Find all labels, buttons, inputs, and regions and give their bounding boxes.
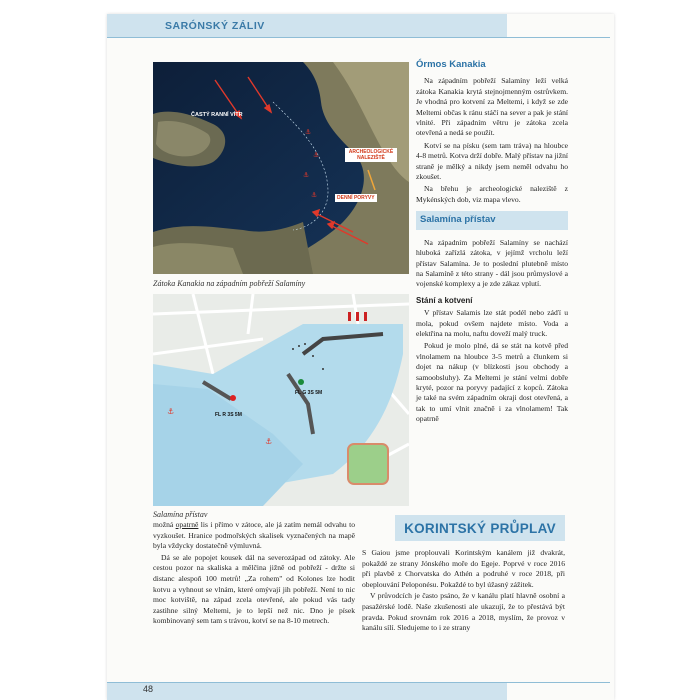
korint-paragraph: V průvodcích je často psáno, že v kanálu platí hlavně osobní a pasažérské lodě. Naše zkušenosti ale ukazují, že to přestává být pravda. Pokud srovnám rok 2016 a 2018, myslím, že provoz v kanálu sílí. Sledujeme to i ze strany bbox=[362, 591, 565, 633]
bottom-left-column bbox=[153, 520, 355, 628]
svg-text:⚓: ⚓ bbox=[313, 151, 320, 159]
svg-text:⚓: ⚓ bbox=[311, 191, 318, 199]
korint-title-box bbox=[395, 515, 565, 541]
salamina-paragraph: V přístav Salamis lze stát podél nebo záďí u mola, pokud ovšem najdete místo. Voda a elektřina na molu, naftu doveží malý truck. bbox=[416, 308, 568, 338]
korint-column bbox=[362, 548, 565, 635]
svg-text:⚓: ⚓ bbox=[265, 437, 273, 446]
wind-label: ČASTÝ RANNÍ VÍTR bbox=[191, 112, 243, 118]
salamina-intro: Na západním pobřeží Salamíny se nachází hluboká zařízlá zátoka, v jejímž vrcholu leží přístav Salamína. Je to poslední plutebně místo na Salamíně z této strany - dál jsou průmyslové a vojenské komplexy a je zde zákaz vplutí. bbox=[416, 237, 568, 289]
red-light-label: FL R 3S 5M bbox=[215, 412, 242, 418]
salamina-title: Salamína přístav bbox=[416, 211, 568, 229]
anchorage-paragraph: Dá se ale popojet kousek dál na severozápad od zátoky. Ale cestou pozor na skaliska a mělčina jižně od pobřeží - držte si distanc alespoň 100 metrů! „Za rohem" od Kolones lze hodit kotvu a vyhnout se vlnám, které omývají jih pobřeží. Není to nic moc kotviště, na západ zcela otevřené, ale pokud vás tady zastihne silný Meltemi, je to lepší než nic. Dno je písek kombinovaný sem tam s trávou, kotví se na 8-10 metrech. bbox=[153, 552, 355, 626]
kanakia-title: Órmos Kanakia bbox=[416, 59, 486, 70]
gusts-label: DENNÍ PORYVY bbox=[337, 195, 375, 201]
svg-text:⚓: ⚓ bbox=[167, 407, 175, 416]
section-header-title: SARÓNSKÝ ZÁLIV bbox=[165, 20, 265, 32]
kanakia-paragraph: Kotví se na písku (sem tam tráva) na hloubce 4-8 metrů. Kotva drží dobře. Malý přístav na jižní straně je mělký a nikdy jsem neměl odvahu ho zkoušet. bbox=[416, 140, 568, 182]
korint-paragraph: S Gaiou jsme proplouvali Korintským kanálem již dvakrát, pokaždé ze strany Jónského moře do Egeje. Poprvé v roce 2016 při plavbě z Chorvatska do Athén a podruhé v roce 2018, při obeplouvání Peloponésu. Pokaždé to byl úžasný zážitek. bbox=[362, 548, 565, 589]
kanakia-paragraph: Na břehu je archeologické naleziště z Mykénských dob, viz mapa vlevo. bbox=[416, 184, 568, 204]
mooring-subtitle: Stání a kotvení bbox=[416, 295, 473, 305]
green-light-label: FL G 3S 5M bbox=[295, 390, 323, 396]
kanakia-photo-graphic bbox=[153, 62, 409, 274]
harbour-map-graphic bbox=[153, 294, 409, 506]
footer-bar bbox=[107, 683, 507, 700]
kanakia-map-caption: Zátoka Kanakia na západním pobřeží Salamíny bbox=[153, 279, 306, 288]
korint-title: KORINTSKÝ PRŮPLAV bbox=[404, 520, 556, 536]
continuation-paragraph: možná opatrně lis i přímo v zátoce, ale já zatím nemál odvahu to vyzkoušet. Hranice podmořských skalisek vyznačených na mapě byla vždycky dostatečně výmluvná. bbox=[153, 520, 356, 551]
header-bar bbox=[107, 14, 507, 38]
page-number: 48 bbox=[143, 684, 154, 694]
salamina-paragraph: Pokud je molo plné, dá se stát na kotvě před vlnolamem na hloubce 3-5 metrů a člunkem si dojet na nákup (v blízkosti jsou obchody a samoobsluhy). Za Meltemi je stání velmi dobře kryté, pozor na poryvy padající z kopců. Zátoka je také na svém západním okraji dost otevřená, a tak to umí vlnit značně i za vlnolamem! Tak opatrně bbox=[416, 341, 568, 424]
archaeological-site-label: ARCHEOLOGICKÉ NALEZIŠTĚ bbox=[345, 148, 397, 162]
right-column bbox=[416, 60, 568, 427]
svg-text:⚓: ⚓ bbox=[303, 171, 310, 179]
header-divider bbox=[107, 37, 610, 38]
harbour-map-caption: Salamína přístav bbox=[153, 510, 208, 519]
salamina-harbour-map bbox=[153, 294, 409, 506]
kanakia-aerial-photo bbox=[153, 62, 409, 274]
svg-text:⚓: ⚓ bbox=[305, 128, 312, 136]
kanakia-paragraph: Na západním pobřeží Salamíny leží velká zátoka Kanakia krytá stejnojmenným ostrůvkem. Je vhodná pro kotvení za Meltemi, i když se zde Meltemi občas k ránu stáčí na sever a pak je stání vlnité. Při západním větru je zátoka zcela otevřená a nedá se použít. bbox=[416, 76, 568, 138]
